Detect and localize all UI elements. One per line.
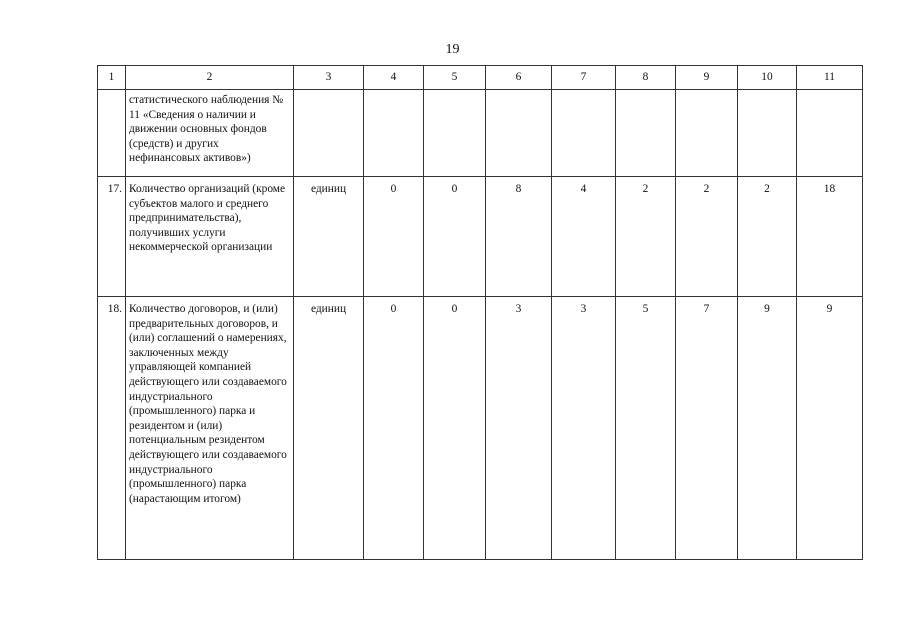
column-header: 9: [676, 66, 738, 90]
table-row: [98, 297, 863, 560]
row-value: [616, 90, 676, 177]
column-header: 7: [552, 66, 616, 90]
row-number: 17.: [98, 177, 126, 297]
table-row: [98, 90, 863, 177]
row-value: 3: [486, 297, 552, 560]
row-value: 0: [364, 297, 424, 560]
column-header: 5: [424, 66, 486, 90]
row-value: 2: [676, 177, 738, 297]
column-header: 3: [294, 66, 364, 90]
row-value: 0: [364, 177, 424, 297]
row-description: Количество организаций (кроме субъектов малого и среднего предпринимательства), получивших услуги некоммерческой организации: [126, 177, 294, 297]
row-description: статистического наблюдения № 11 «Сведения о наличии и движении основных фондов (средств) и других нефинансовых активов»): [126, 90, 294, 177]
row-number: [98, 90, 126, 177]
column-header: 6: [486, 66, 552, 90]
row-value: 5: [616, 297, 676, 560]
column-header: 1: [98, 66, 126, 90]
row-unit: единиц: [294, 297, 364, 560]
row-value: [676, 90, 738, 177]
column-header: 8: [616, 66, 676, 90]
column-header: 10: [738, 66, 797, 90]
row-value: 3: [552, 297, 616, 560]
column-header: 2: [126, 66, 294, 90]
table-row: [98, 177, 863, 297]
row-value: [552, 90, 616, 177]
row-value: 8: [486, 177, 552, 297]
row-value: [797, 90, 863, 177]
indicators-table: [97, 65, 863, 560]
row-value: 0: [424, 177, 486, 297]
page-number: 19: [445, 42, 460, 57]
row-value: 4: [552, 177, 616, 297]
row-value: 18: [797, 177, 863, 297]
row-value: 2: [616, 177, 676, 297]
header-row: [98, 66, 863, 90]
row-value: 2: [738, 177, 797, 297]
row-number: 18.: [98, 297, 126, 560]
row-value: [424, 90, 486, 177]
row-value: [738, 90, 797, 177]
column-header: 11: [797, 66, 863, 90]
row-value: 9: [797, 297, 863, 560]
row-value: [364, 90, 424, 177]
row-value: 0: [424, 297, 486, 560]
row-unit: единиц: [294, 177, 364, 297]
row-description: Количество договоров, и (или) предварительных договоров, и (или) соглашений о намерениях, заключенных между управляющей компанией действующего или создаваемого индустриального (промышленного) парка и резидентом и (или) потенциальным резидентом действующего или создаваемого индустриального (промышленного) парка (нарастающим итогом): [126, 297, 294, 560]
column-header: 4: [364, 66, 424, 90]
row-value: 7: [676, 297, 738, 560]
row-value: [486, 90, 552, 177]
row-unit: [294, 90, 364, 177]
row-value: 9: [738, 297, 797, 560]
